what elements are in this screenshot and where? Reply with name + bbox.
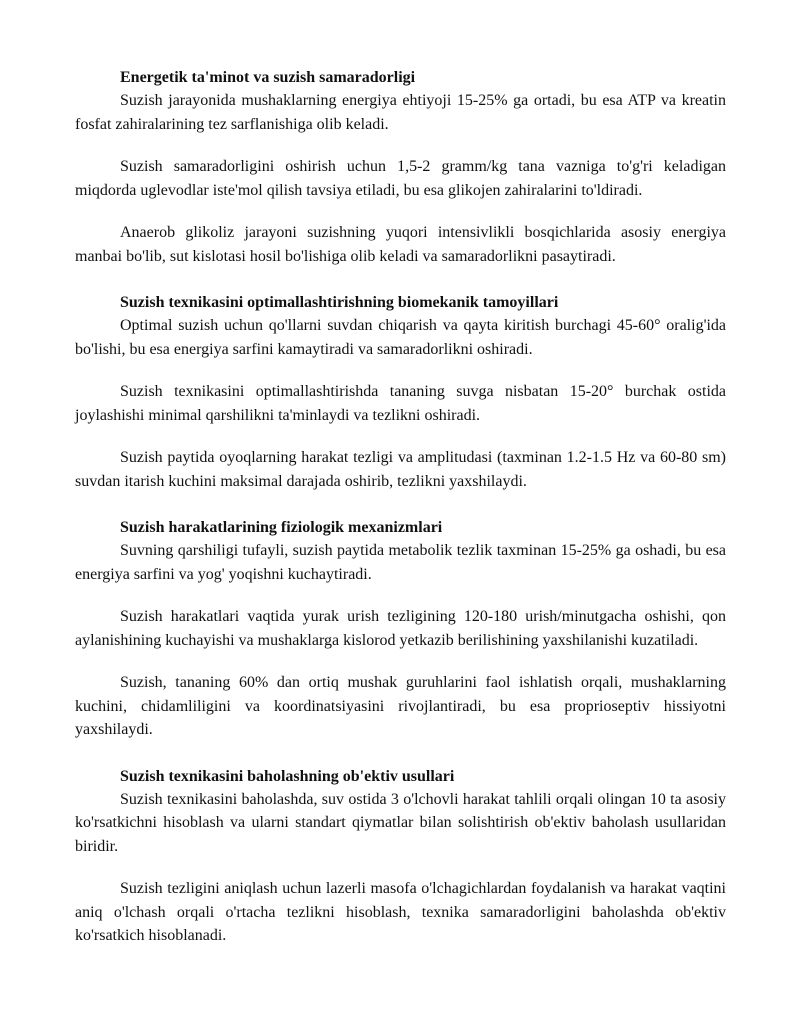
section-heading: Suzish texnikasini optimallashtirishning biomekanik tamoyillari (120, 294, 559, 311)
section-heading: Energetik ta'minot va suzish samaradorligi (120, 69, 416, 86)
section-biomekanik (75, 291, 726, 493)
section-baholash (75, 765, 726, 948)
document-page (75, 66, 726, 948)
paragraph: Suzish texnikasini optimallashtirishda tananing suvga nisbatan 15-20° burchak ostida joylashishi minimal qarshilikni ta'minlaydi va tezlikni oshiradi. (75, 383, 726, 424)
paragraph: Anaerob glikoliz jarayoni suzishning yuqori intensivlikli bosqichlarida asosiy energiya manbai bo'lib, sut kislotasi hosil bo'lishiga olib keladi va samaradorlikni pasaytiradi. (75, 224, 726, 265)
paragraph: Suzish jarayonida mushaklarning energiya ehtiyoji 15-25% ga ortadi, bu esa ATP va kreatin fosfat zahiralarining tez sarflanishiga olib keladi. (75, 92, 726, 133)
paragraph: Optimal suzish uchun qo'llarni suvdan chiqarish va qayta kiritish burchagi 45-60° oralig'ida bo'lishi, bu esa energiya sarfini kamaytiradi va samaradorlikni oshiradi. (75, 317, 726, 358)
paragraph: Suzish paytida oyoqlarning harakat tezligi va amplitudasi (taxminan 1.2-1.5 Hz va 60-80 sm) suvdan itarish kuchini maksimal darajada oshirib, tezlikni yaxshilaydi. (75, 449, 726, 490)
paragraph: Suvning qarshiligi tufayli, suzish paytida metabolik tezlik taxminan 15-25% ga oshadi, bu esa energiya sarfini va yog' yoqishni kuchaytiradi. (75, 542, 726, 583)
paragraph: Suzish texnikasini baholashda, suv ostida 3 o'lchovli harakat tahlili orqali olingan 10 ta asosiy ko'rsatkichni hisoblash va ularni standart qiymatlar bilan solishtirish ob'ektiv baholash usullaridan biridir. (75, 790, 726, 855)
paragraph: Suzish harakatlari vaqtida yurak urish tezligining 120-180 urish/minutgacha oshishi, qon aylanishining kuchayishi va mushaklarga kislorod yetkazib berilishining yaxshilanishi kuzatiladi. (75, 608, 726, 649)
section-energetik (75, 66, 726, 268)
section-fiziologik (75, 516, 726, 742)
section-heading: Suzish harakatlarining fiziologik mexanizmlari (120, 519, 443, 536)
paragraph: Suzish, tananing 60% dan ortiq mushak guruhlarini faol ishlatish orqali, mushaklarning kuchini, chidamliligini va koordinatsiyasini rivojlantiradi, bu esa proprioseptiv hissiyotni yaxshilaydi. (75, 674, 726, 738)
paragraph: Suzish tezligini aniqlash uchun lazerli masofa o'lchagichlardan foydalanish va harakat vaqtini aniq o'lchash orqali o'rtacha tezlikni hisoblash, texnika samaradorligini baholashda ob'ektiv ko'rsatkich hisoblanadi. (75, 880, 726, 944)
section-heading: Suzish texnikasini baholashning ob'ektiv usullari (120, 767, 455, 785)
paragraph: Suzish samaradorligini oshirish uchun 1,5-2 gramm/kg tana vazniga to'g'ri keladigan miqdorda uglevodlar iste'mol qilish tavsiya etiladi, bu esa glikojen zahiralarini to'ldiradi. (75, 158, 726, 199)
